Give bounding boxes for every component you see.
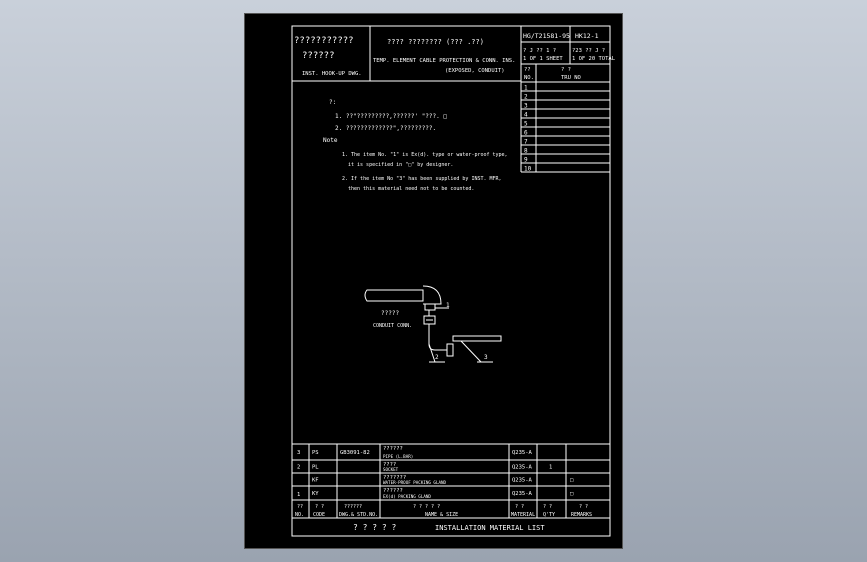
revision-row-number: 9: [524, 156, 528, 164]
ml-row-name-en: PIPE (L.BAR): [383, 454, 414, 459]
ml-row-no: 3: [297, 450, 301, 456]
ml-footer-en: INSTALLATION MATERIAL LIST: [435, 524, 545, 532]
ml-row-remarks: □: [570, 477, 574, 484]
company-name-cn: ???????????: [294, 36, 354, 46]
ml-header-remarks-en: REMARKS: [571, 512, 593, 518]
sheet-label-cn: ? J ?? 1 ?: [523, 48, 557, 54]
note-en-1b: it is specified in "□" by designer.: [348, 162, 454, 168]
drawing-canvas: [245, 14, 624, 550]
callout-3: 3: [484, 354, 488, 361]
ml-row-code: KY: [312, 491, 319, 497]
callout-1: 1: [446, 302, 450, 309]
ml-header-name-en: NAME & SIZE: [425, 512, 459, 518]
ml-row-name-cn: ??????: [383, 488, 403, 494]
total-label-en: 1 OF 20 TOTAL: [572, 56, 616, 62]
ml-footer-cn: ? ? ? ? ?: [353, 523, 397, 532]
ml-row-no: 2: [297, 464, 301, 471]
ml-row-name-en: EX(d) PACKING GLAND: [383, 494, 431, 499]
rev-no-header-cn: ??: [524, 67, 531, 73]
ml-row-qty: 1: [549, 464, 553, 471]
ml-header-code-en: CODE: [313, 512, 326, 518]
revision-row-number: 1: [524, 84, 528, 92]
callout-2: 2: [435, 354, 439, 361]
ml-header-no-en: NO.: [295, 512, 305, 518]
sheet-label-en: 1 OF 1 SHEET: [523, 56, 563, 62]
note-en-2b: then this material need not to be counted.: [348, 186, 475, 192]
drawing-title-cn: ???? ???????? (??? .??): [387, 38, 484, 46]
drawing-title-en-2: (EXPOSED, CONDUIT): [445, 68, 505, 74]
ml-header-material-cn: ? ?: [515, 504, 525, 510]
ml-header-remarks-cn: ? ?: [579, 504, 589, 510]
revision-row-number: 6: [524, 129, 528, 137]
rev-content-header: ? ?: [561, 67, 571, 73]
conduit-label-en: CONDUIT CONN.: [373, 323, 413, 329]
company-name-en: INST. HOOK-UP DWG.: [302, 71, 362, 77]
revision-row-number: 2: [524, 93, 528, 101]
ml-row-no-merged: 1: [297, 492, 301, 498]
ml-row-code: KF: [312, 477, 319, 484]
revision-row-number: 10: [524, 165, 532, 173]
conduit-label-cn: ?????: [381, 310, 400, 317]
ml-row-material: Q235-A: [512, 491, 532, 497]
ml-row-remarks: □: [570, 491, 574, 497]
drawing-number: HK12-1: [575, 32, 599, 40]
drawing-title-en-1: TEMP. ELEMENT CABLE PROTECTION & CONN. INS.: [373, 58, 516, 64]
ml-header-qty-en: Q'TY: [543, 512, 556, 518]
ml-header-material-en: MATERIAL: [511, 512, 536, 518]
ml-header-code-cn: ? ?: [315, 504, 325, 510]
ml-row-std: GB3091-82: [340, 450, 370, 456]
ml-row-material: Q235-A: [512, 464, 532, 471]
revision-row-number: 5: [524, 120, 528, 128]
revision-row-number: 7: [524, 138, 528, 146]
notes-heading-en: Note: [323, 137, 338, 144]
ml-row-name-cn: ???????: [383, 475, 407, 481]
ml-header-std-en: DWG.& STD.NO.: [339, 512, 379, 518]
standard-number: HG/T21581-95: [523, 32, 570, 40]
ml-header-std-cn: ??????: [344, 504, 363, 510]
ml-header-name-cn: ? ? ? ? ?: [413, 504, 441, 510]
ml-row-material: Q235-A: [512, 450, 532, 456]
ml-header-no-cn: ??: [297, 504, 304, 510]
note-en-1a: 1. The item No. "1" is Ex(d). type or water-proof type,: [342, 152, 508, 158]
revision-row-number: 8: [524, 147, 528, 155]
drawing-sheet: [244, 13, 623, 549]
ml-row-name-cn: ????: [383, 462, 397, 468]
revision-row-number: 4: [524, 111, 528, 119]
ml-row-name-cn: ??????: [383, 446, 403, 452]
ml-header-qty-cn: ? ?: [543, 504, 553, 510]
ml-row-name-en: SOCKET: [383, 467, 399, 472]
total-label-cn: ?23 ?? J ?: [572, 48, 606, 54]
company-name-cn-2: ??????: [302, 51, 335, 61]
rev-no-header-en: NO.: [524, 75, 534, 81]
ml-row-name-en: WATER-PROOF PACKING GLAND: [383, 480, 447, 485]
rev-content-header-2: TRU NO: [561, 75, 581, 81]
notes-heading-cn: ?:: [329, 99, 337, 106]
ml-row-code: PS: [312, 450, 319, 456]
note-cn-2: 2. ?????????????",?????????.: [335, 125, 437, 132]
note-en-2a: 2. If the item No "3" has been supplied by INST. MFR,: [342, 176, 502, 182]
note-cn-1: 1. ??"?????????,??????' "???. □: [335, 113, 447, 120]
ml-row-code: PL: [312, 464, 319, 471]
revision-row-number: 3: [524, 102, 528, 110]
ml-row-material: Q235-A: [512, 477, 532, 484]
